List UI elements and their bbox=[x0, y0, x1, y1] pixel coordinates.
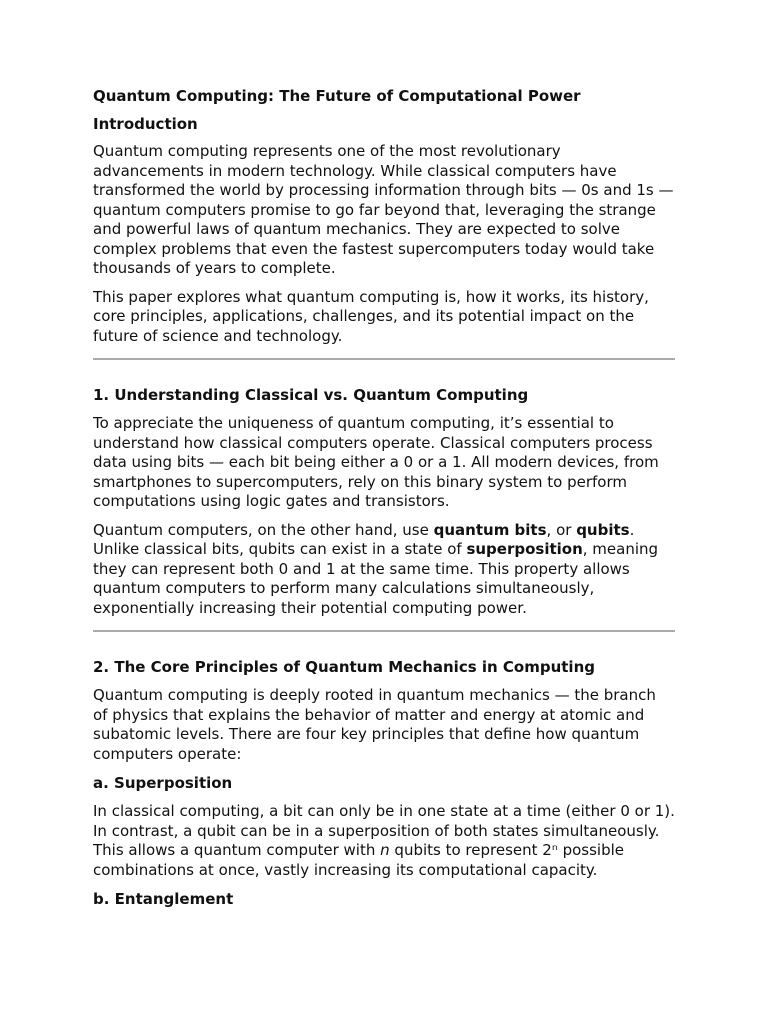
text-run: . Unlike classical bits, qubits can exist in a state of bbox=[93, 520, 635, 558]
section-divider bbox=[93, 358, 675, 360]
section-1-paragraph-2 bbox=[93, 521, 675, 619]
bold-term-superposition: superposition bbox=[466, 540, 583, 558]
subsection-a-paragraph bbox=[93, 802, 675, 880]
text-run: Quantum computers, on the other hand, use bbox=[93, 520, 434, 539]
intro-paragraph-2: This paper explores what quantum computing is, how it works, its history, core principles, applications, challenges, and its potential impact on the future of science and technology. bbox=[93, 287, 649, 345]
intro-paragraph-1: Quantum computing represents one of the most revolutionary advancements in modern technology. While classical computers have transformed the world by processing information through bits — 0s and 1s — quantum computers promise to go far beyond that, leveraging the strange and powerful laws of quantum mechanics. They are expected to solve complex problems that even the fastest supercomputers today would take thousands of years to complete. bbox=[93, 142, 674, 277]
section-1-heading: 1. Understanding Classical vs. Quantum Computing bbox=[93, 386, 529, 404]
section-divider bbox=[93, 630, 675, 632]
subsection-a-heading: a. Superposition bbox=[93, 774, 233, 792]
text-run: , or bbox=[546, 520, 577, 539]
subsection-b-heading: b. Entanglement bbox=[93, 890, 234, 908]
text-run: In classical computing, a bit can only be in one state at a time (either 0 or 1). In contrast, a qubit can be in a superposition of both states simultaneously. This allows a quantum computer with bbox=[93, 802, 675, 859]
bold-term-quantum-bits: quantum bits bbox=[433, 520, 547, 539]
text-run: , meaning they can represent both 0 and 1 at the same time. This property allows quantum computers to perform many calculations simultaneously, exponentially increasing their potential computing power. bbox=[93, 540, 659, 617]
document-body bbox=[93, 86, 675, 918]
italic-n: n bbox=[380, 841, 390, 859]
text-run: qubits to represent 2ⁿ possible combinations at once, vastly increasing its computational capacity. bbox=[93, 841, 624, 879]
intro-heading: Introduction bbox=[93, 115, 198, 133]
section-2-heading: 2. The Core Principles of Quantum Mechanics in Computing bbox=[93, 658, 595, 676]
document-title: Quantum Computing: The Future of Computational Power bbox=[93, 87, 581, 105]
bold-term-qubits: qubits bbox=[576, 520, 630, 539]
section-2-paragraph-1: Quantum computing is deeply rooted in quantum mechanics — the branch of physics that explains the behavior of matter and energy at atomic and subatomic levels. There are four key principles that define how quantum computers operate: bbox=[93, 686, 656, 763]
section-1-paragraph-1: To appreciate the uniqueness of quantum computing, it’s essential to understand how classical computers operate. Classical computers process data using bits — each bit being either a 0 or a 1. All modern devices, from smartphones to supercomputers, rely on this binary system to perform computations using logic gates and transistors. bbox=[93, 414, 659, 510]
